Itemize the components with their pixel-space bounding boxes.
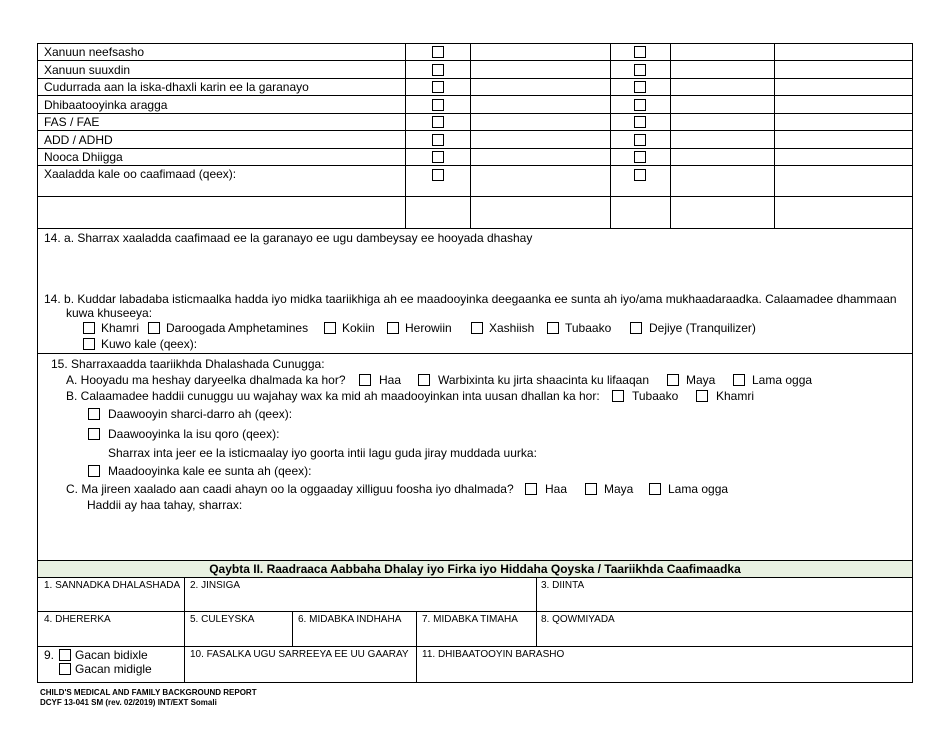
option-label: Daroogada Amphetamines — [166, 321, 309, 335]
form-title-footer: CHILD'S MEDICAL AND FAMILY BACKGROUND REPORT — [40, 688, 257, 697]
question-15c-text: C. Ma jireen xaalado aan caadi ahayn oo la oggaaday xilliguu foosha iyo dhalmada? — [66, 482, 514, 496]
usage-note: Sharrax inta jeer ee la isticmaalay iyo goorta intii lagu guda jiray muddada uurka: — [108, 446, 537, 460]
condition-checkbox[interactable] — [432, 99, 444, 111]
eye-color-label: 6. MIDABKA INDHAHA — [298, 614, 402, 625]
option-label: Maadooyinka kale ee sunta ah (qeex): — [108, 464, 312, 478]
exposure-khamri-checkbox[interactable] — [696, 390, 708, 402]
option-label: Haa — [379, 373, 402, 387]
condition-label: FAS / FAE — [44, 115, 100, 129]
labor-no-checkbox[interactable] — [585, 483, 597, 495]
education-label: 10. FASALKA UGU SARREEYA EE UU GAARAY — [190, 649, 409, 660]
khamri-checkbox[interactable] — [83, 322, 95, 334]
option-label: Warbixinta ku jirta shaacinta ku lifaaqan — [438, 373, 649, 387]
condition-label: Xaaladda kale oo caafimaad (qeex): — [44, 167, 237, 181]
condition-checkbox[interactable] — [432, 116, 444, 128]
right-handed-checkbox[interactable] — [59, 663, 71, 675]
option-label: Xashiish — [489, 321, 535, 335]
prenatal-unknown-checkbox[interactable] — [733, 374, 745, 386]
height-label: 4. DHERERKA — [44, 614, 111, 625]
kokiin-checkbox[interactable] — [324, 322, 336, 334]
prenatal-no-checkbox[interactable] — [667, 374, 679, 386]
condition-checkbox[interactable] — [634, 134, 646, 146]
other-toxic-checkbox[interactable] — [88, 465, 100, 477]
option-label: Khamri — [716, 389, 755, 403]
condition-checkbox[interactable] — [634, 169, 646, 181]
explain-note: Haddii ay haa tahay, sharrax: — [87, 498, 243, 512]
option-label: Haa — [545, 482, 568, 496]
other-substance-checkbox[interactable] — [83, 338, 95, 350]
condition-checkbox[interactable] — [432, 64, 444, 76]
option-label: Gacan bidixle — [75, 648, 148, 662]
question-15b-text: B. Calaamadee haddii cunuggu uu wajahay wax ka mid ah maadooyinkan inta uusan dhallan ka hor: — [66, 389, 600, 403]
condition-label: ADD / ADHD — [44, 133, 113, 147]
herowiin-checkbox[interactable] — [387, 322, 399, 334]
ethnicity-label: 8. QOWMIYADA — [541, 614, 615, 625]
dejiye-checkbox[interactable] — [630, 322, 642, 334]
learning-problems-label: 11. DHIBAATOOYIN BARASHO — [422, 649, 565, 660]
left-handed-checkbox[interactable] — [59, 649, 71, 661]
condition-label: Cudurrada aan la iska-dhaxli karin ee la garanayo — [44, 80, 309, 94]
handedness-label: 9. — [44, 648, 55, 662]
option-label: Kokiin — [342, 321, 375, 335]
illegal-drugs-checkbox[interactable] — [88, 408, 100, 420]
option-label: Khamri — [101, 321, 140, 335]
condition-checkbox[interactable] — [432, 134, 444, 146]
exposure-tubaako-checkbox[interactable] — [612, 390, 624, 402]
section-2-title: Qaybta II. Raadraaca Aabbaha Dhalay iyo Firka iyo Hiddaha Qoyska / Taariikhda Caafimaadka — [209, 562, 741, 576]
labor-yes-checkbox[interactable] — [525, 483, 537, 495]
option-label: Herowiin — [405, 321, 452, 335]
birth-year-label: 1. SANNADKA DHALASHADA — [44, 580, 181, 591]
tubaako-checkbox[interactable] — [547, 322, 559, 334]
option-label: Tubaako — [632, 389, 679, 403]
amphetamines-checkbox[interactable] — [148, 322, 160, 334]
condition-checkbox[interactable] — [634, 64, 646, 76]
hair-color-label: 7. MIDABKA TIMAHA — [422, 614, 518, 625]
prescription-drugs-checkbox[interactable] — [88, 428, 100, 440]
option-label: Dejiye (Tranquilizer) — [649, 321, 756, 335]
option-label: Maya — [686, 373, 716, 387]
option-label: Daawooyin sharci-darro ah (qeex): — [108, 407, 293, 421]
question-14b-text: 14. b. Kuddar labadaba isticmaalka hadda iyo midka taariikhiga ah ee maadooyinka deegaanka ee sunta ah iyo/ama mukhaadaraadka. Calaamadee dhammaan — [44, 292, 897, 306]
question-15a-text: A. Hooyadu ma heshay daryeelka dhalmada ka hor? — [66, 373, 346, 387]
religion-label: 3. DIINTA — [541, 580, 585, 591]
labor-unknown-checkbox[interactable] — [649, 483, 661, 495]
option-label: Maya — [604, 482, 634, 496]
option-label: Daawooyinka la isu qoro (qeex): — [108, 427, 280, 441]
form-code-footer: DCYF 13-041 SM (rev. 02/2019) INT/EXT Somali — [40, 698, 217, 707]
section-2-header — [38, 560, 912, 578]
condition-label: Xanuun neefsasho — [44, 45, 145, 59]
condition-checkbox[interactable] — [634, 81, 646, 93]
condition-label: Xanuun suuxdin — [44, 63, 131, 77]
option-label: Gacan midigle — [75, 662, 152, 676]
report-attached-checkbox[interactable] — [418, 374, 430, 386]
option-label: Tubaako — [565, 321, 612, 335]
option-label: Lama ogga — [752, 373, 813, 387]
xashiish-checkbox[interactable] — [471, 322, 483, 334]
option-label: Lama ogga — [668, 482, 729, 496]
condition-checkbox[interactable] — [432, 169, 444, 181]
condition-checkbox[interactable] — [634, 99, 646, 111]
condition-checkbox[interactable] — [432, 46, 444, 58]
condition-label: Dhibaatooyinka aragga — [44, 98, 168, 112]
question-15-title: 15. Sharraxaadda taariikhda Dhalashada Cunugga: — [51, 357, 325, 371]
condition-checkbox[interactable] — [634, 116, 646, 128]
question-14b-text-cont: kuwa khuseeya: — [66, 306, 153, 320]
condition-checkbox[interactable] — [432, 151, 444, 163]
condition-checkbox[interactable] — [634, 151, 646, 163]
prenatal-yes-checkbox[interactable] — [359, 374, 371, 386]
sex-label: 2. JINSIGA — [190, 580, 241, 591]
condition-label: Nooca Dhiigga — [44, 150, 123, 164]
condition-checkbox[interactable] — [432, 81, 444, 93]
condition-checkbox[interactable] — [634, 46, 646, 58]
option-label: Kuwo kale (qeex): — [101, 337, 198, 351]
question-14a-text: 14. a. Sharrax xaaladda caafimaad ee la garanayo ee ugu dambeysay ee hooyada dhashay — [44, 231, 533, 245]
weight-label: 5. CULEYSKA — [190, 614, 255, 625]
